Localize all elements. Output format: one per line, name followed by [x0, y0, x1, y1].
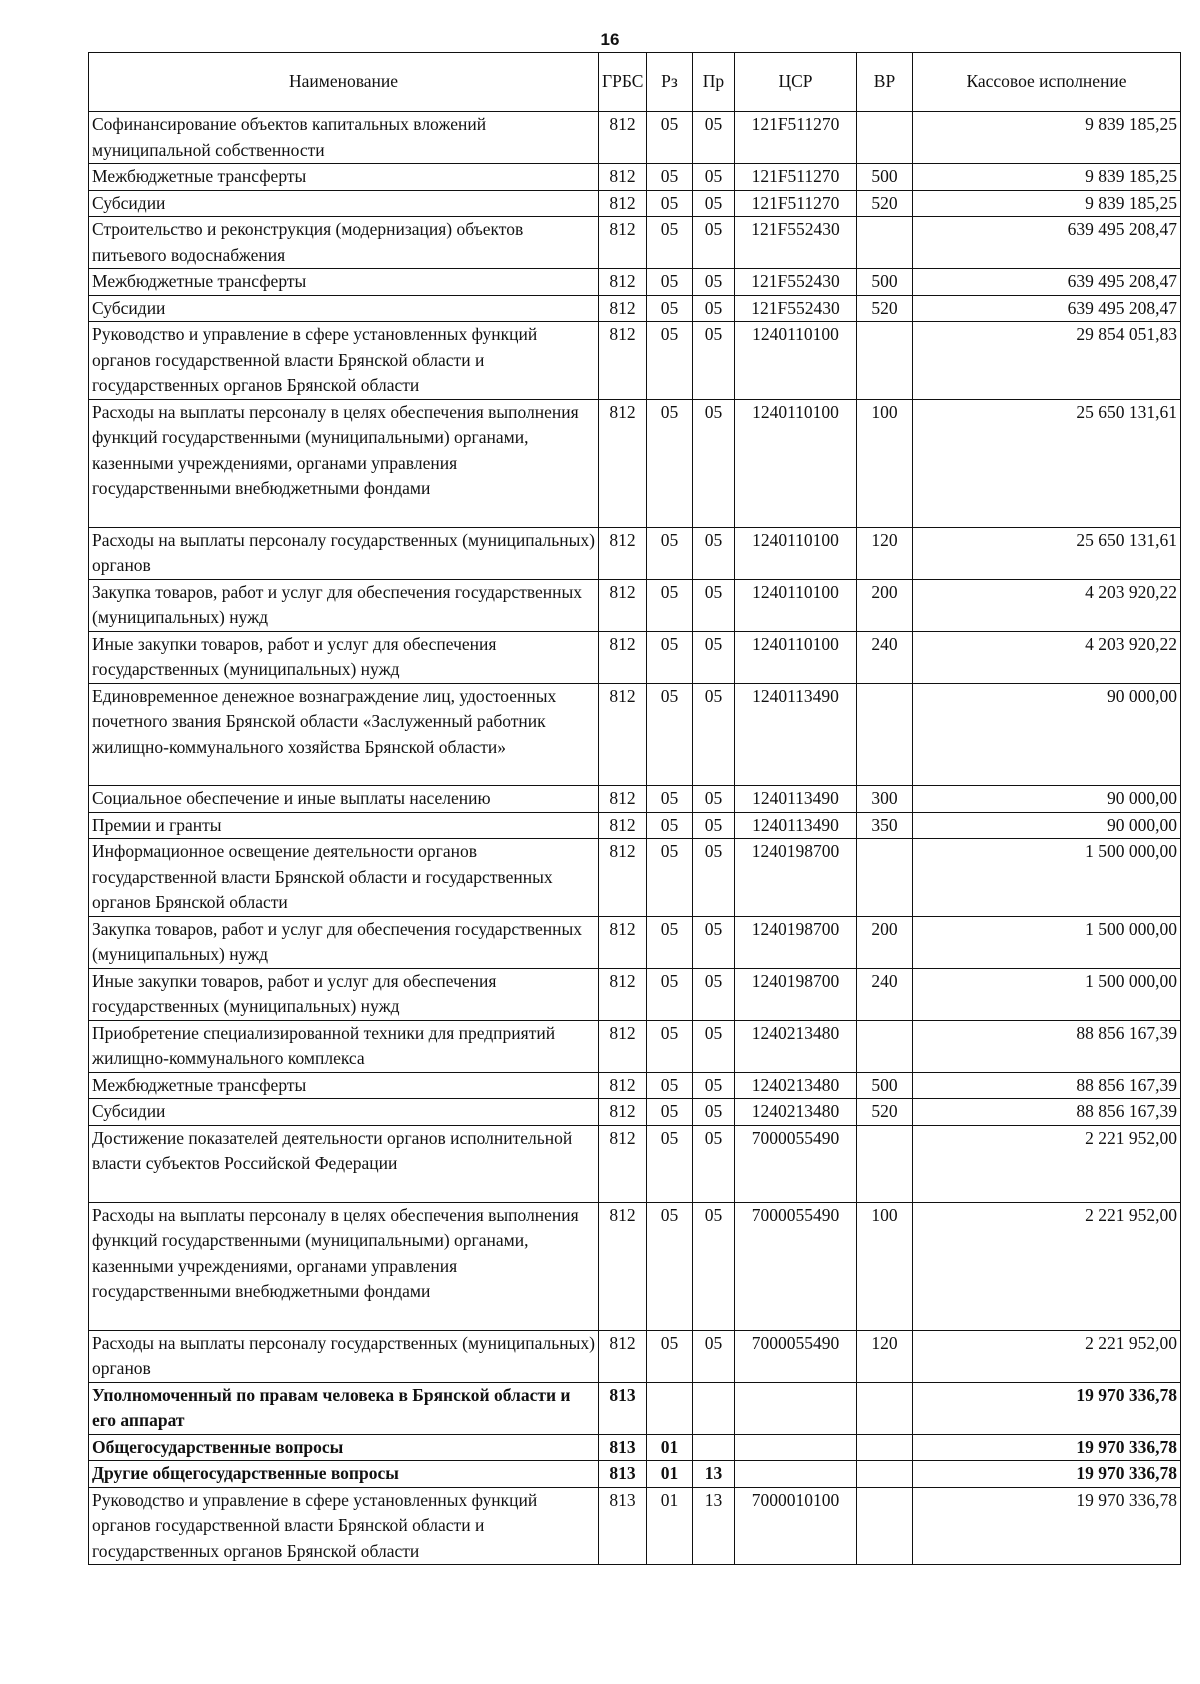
- row-name: Строительство и реконструкция (модернизация) объектов питьевого водоснабжения: [89, 217, 599, 269]
- row-rz: 05: [647, 322, 693, 400]
- row-pr: 05: [693, 112, 735, 164]
- header-rz: Рз: [647, 53, 693, 112]
- table-header-row: [89, 53, 1181, 112]
- table-row: [89, 916, 1181, 968]
- row-grbs: 812: [599, 1330, 647, 1382]
- row-name: Уполномоченный по правам человека в Брянской области и его аппарат: [89, 1382, 599, 1434]
- row-csr: 1240213480: [735, 1099, 857, 1126]
- row-csr: 7000055490: [735, 1330, 857, 1382]
- table-row: [89, 269, 1181, 296]
- row-csr: 7000055490: [735, 1125, 857, 1202]
- header-csr: ЦСР: [735, 53, 857, 112]
- row-csr: 1240198700: [735, 839, 857, 917]
- row-grbs: 812: [599, 1125, 647, 1202]
- row-rz: 05: [647, 786, 693, 813]
- table-row: [89, 295, 1181, 322]
- row-pr: 05: [693, 1125, 735, 1202]
- row-rz: 01: [647, 1434, 693, 1461]
- table-row: [89, 812, 1181, 839]
- table-row: [89, 683, 1181, 786]
- row-pr: 05: [693, 1330, 735, 1382]
- row-pr: 05: [693, 839, 735, 917]
- row-amount: 88 856 167,39: [913, 1099, 1181, 1126]
- row-name: Руководство и управление в сфере установленных функций органов государственной власти Брянской области и государственных органов Брянской области: [89, 1487, 599, 1565]
- row-name: Субсидии: [89, 1099, 599, 1126]
- row-rz: 05: [647, 1202, 693, 1330]
- table-row: [89, 631, 1181, 683]
- row-name: Премии и гранты: [89, 812, 599, 839]
- header-name: Наименование: [89, 53, 599, 112]
- header-pr: Пр: [693, 53, 735, 112]
- table-row: [89, 786, 1181, 813]
- row-amount: 25 650 131,61: [913, 399, 1181, 527]
- row-vr: 100: [857, 1202, 913, 1330]
- row-rz: 05: [647, 631, 693, 683]
- row-rz: 05: [647, 579, 693, 631]
- row-pr: 05: [693, 527, 735, 579]
- row-csr: 7000055490: [735, 1202, 857, 1330]
- row-vr: 520: [857, 295, 913, 322]
- row-amount: 19 970 336,78: [913, 1434, 1181, 1461]
- row-name: Закупка товаров, работ и услуг для обеспечения государственных (муниципальных) нужд: [89, 579, 599, 631]
- row-grbs: 812: [599, 112, 647, 164]
- row-grbs: 812: [599, 1072, 647, 1099]
- row-vr: 300: [857, 786, 913, 813]
- header-vr: ВР: [857, 53, 913, 112]
- table-row: [89, 1330, 1181, 1382]
- row-csr: 121F511270: [735, 112, 857, 164]
- row-csr: 121F552430: [735, 295, 857, 322]
- row-grbs: 812: [599, 839, 647, 917]
- row-name: Иные закупки товаров, работ и услуг для обеспечения государственных (муниципальных) нужд: [89, 631, 599, 683]
- row-vr: [857, 1382, 913, 1434]
- table-row: [89, 968, 1181, 1020]
- budget-execution-table: [88, 52, 1181, 1565]
- header-amount: Кассовое исполнение: [913, 53, 1181, 112]
- row-grbs: 813: [599, 1434, 647, 1461]
- row-name: Достижение показателей деятельности органов исполнительной власти субъектов Российской Федерации: [89, 1125, 599, 1202]
- table-row: [89, 399, 1181, 527]
- row-grbs: 812: [599, 399, 647, 527]
- row-pr: 05: [693, 786, 735, 813]
- row-pr: 05: [693, 1099, 735, 1126]
- row-name: Расходы на выплаты персоналу в целях обеспечения выполнения функций государственными (муниципальными) органами, казенными учреждениями, органами управления государственными внебюджетными фондами: [89, 399, 599, 527]
- row-amount: 2 221 952,00: [913, 1125, 1181, 1202]
- row-pr: 05: [693, 1072, 735, 1099]
- row-amount: 1 500 000,00: [913, 968, 1181, 1020]
- row-vr: 120: [857, 527, 913, 579]
- row-rz: 01: [647, 1487, 693, 1565]
- row-pr: 13: [693, 1487, 735, 1565]
- row-pr: 05: [693, 1202, 735, 1330]
- row-name: Межбюджетные трансферты: [89, 269, 599, 296]
- row-name: Субсидии: [89, 190, 599, 217]
- row-vr: 240: [857, 631, 913, 683]
- row-rz: 01: [647, 1461, 693, 1488]
- row-vr: 500: [857, 164, 913, 191]
- row-csr: 121F511270: [735, 190, 857, 217]
- row-amount: 90 000,00: [913, 812, 1181, 839]
- row-vr: [857, 1020, 913, 1072]
- row-amount: 19 970 336,78: [913, 1382, 1181, 1434]
- table-row: [89, 1202, 1181, 1330]
- row-vr: [857, 1125, 913, 1202]
- table-row: [89, 1382, 1181, 1434]
- table-row: [89, 1020, 1181, 1072]
- row-csr: 1240213480: [735, 1072, 857, 1099]
- row-grbs: 812: [599, 1099, 647, 1126]
- row-csr: 1240213480: [735, 1020, 857, 1072]
- row-pr: 05: [693, 812, 735, 839]
- table-row: [89, 322, 1181, 400]
- table-row: [89, 164, 1181, 191]
- row-csr: 1240198700: [735, 968, 857, 1020]
- table-row: [89, 217, 1181, 269]
- row-grbs: 813: [599, 1487, 647, 1565]
- row-csr: 1240110100: [735, 399, 857, 527]
- row-vr: 100: [857, 399, 913, 527]
- row-grbs: 812: [599, 295, 647, 322]
- table-row: [89, 839, 1181, 917]
- row-name: Закупка товаров, работ и услуг для обеспечения государственных (муниципальных) нужд: [89, 916, 599, 968]
- row-amount: 88 856 167,39: [913, 1072, 1181, 1099]
- row-name: Приобретение специализированной техники для предприятий жилищно-коммунального комплекса: [89, 1020, 599, 1072]
- row-csr: 1240110100: [735, 579, 857, 631]
- row-amount: 639 495 208,47: [913, 269, 1181, 296]
- row-grbs: 813: [599, 1461, 647, 1488]
- row-amount: 4 203 920,22: [913, 631, 1181, 683]
- row-pr: 13: [693, 1461, 735, 1488]
- page-number: 16: [600, 30, 620, 49]
- row-csr: 121F552430: [735, 269, 857, 296]
- row-grbs: 812: [599, 164, 647, 191]
- row-grbs: 812: [599, 786, 647, 813]
- row-rz: 05: [647, 269, 693, 296]
- row-name: Межбюджетные трансферты: [89, 1072, 599, 1099]
- row-grbs: 812: [599, 1202, 647, 1330]
- row-vr: [857, 1487, 913, 1565]
- row-pr: 05: [693, 631, 735, 683]
- row-name: Другие общегосударственные вопросы: [89, 1461, 599, 1488]
- row-pr: 05: [693, 1020, 735, 1072]
- row-pr: 05: [693, 968, 735, 1020]
- row-csr: [735, 1461, 857, 1488]
- row-rz: 05: [647, 112, 693, 164]
- row-pr: [693, 1434, 735, 1461]
- row-rz: 05: [647, 1072, 693, 1099]
- row-name: Социальное обеспечение и иные выплаты населению: [89, 786, 599, 813]
- row-rz: 05: [647, 916, 693, 968]
- row-grbs: 812: [599, 812, 647, 839]
- row-csr: 1240113490: [735, 812, 857, 839]
- row-rz: 05: [647, 968, 693, 1020]
- table-row: [89, 112, 1181, 164]
- row-name: Межбюджетные трансферты: [89, 164, 599, 191]
- row-grbs: 812: [599, 269, 647, 296]
- row-amount: 1 500 000,00: [913, 839, 1181, 917]
- row-name: Иные закупки товаров, работ и услуг для обеспечения государственных (муниципальных) нужд: [89, 968, 599, 1020]
- table-row: [89, 190, 1181, 217]
- row-vr: [857, 217, 913, 269]
- row-amount: 9 839 185,25: [913, 164, 1181, 191]
- row-grbs: 812: [599, 631, 647, 683]
- row-csr: 121F552430: [735, 217, 857, 269]
- row-csr: 1240110100: [735, 527, 857, 579]
- row-vr: [857, 1434, 913, 1461]
- row-name: Расходы на выплаты персоналу государственных (муниципальных) органов: [89, 527, 599, 579]
- row-grbs: 812: [599, 968, 647, 1020]
- row-grbs: 812: [599, 916, 647, 968]
- row-rz: 05: [647, 164, 693, 191]
- row-vr: 200: [857, 916, 913, 968]
- row-csr: 121F511270: [735, 164, 857, 191]
- table-row: [89, 1461, 1181, 1488]
- row-rz: 05: [647, 1330, 693, 1382]
- header-grbs: ГРБС: [599, 53, 647, 112]
- row-amount: 25 650 131,61: [913, 527, 1181, 579]
- row-name: Субсидии: [89, 295, 599, 322]
- row-grbs: 812: [599, 527, 647, 579]
- row-name: Расходы на выплаты персоналу в целях обеспечения выполнения функций государственными (муниципальными) органами, казенными учреждениями, органами управления государственными внебюджетными фондами: [89, 1202, 599, 1330]
- row-vr: 520: [857, 1099, 913, 1126]
- row-amount: 29 854 051,83: [913, 322, 1181, 400]
- row-csr: [735, 1382, 857, 1434]
- row-vr: 500: [857, 1072, 913, 1099]
- row-grbs: 813: [599, 1382, 647, 1434]
- row-rz: 05: [647, 295, 693, 322]
- row-grbs: 812: [599, 579, 647, 631]
- row-amount: 9 839 185,25: [913, 190, 1181, 217]
- row-pr: 05: [693, 579, 735, 631]
- row-csr: 1240110100: [735, 631, 857, 683]
- row-amount: 19 970 336,78: [913, 1461, 1181, 1488]
- row-vr: [857, 112, 913, 164]
- row-grbs: 812: [599, 1020, 647, 1072]
- row-grbs: 812: [599, 683, 647, 786]
- row-rz: 05: [647, 812, 693, 839]
- row-vr: 350: [857, 812, 913, 839]
- row-amount: 4 203 920,22: [913, 579, 1181, 631]
- row-amount: 639 495 208,47: [913, 217, 1181, 269]
- row-vr: 240: [857, 968, 913, 1020]
- row-grbs: 812: [599, 190, 647, 217]
- table-row: [89, 579, 1181, 631]
- row-rz: 05: [647, 1099, 693, 1126]
- row-vr: 500: [857, 269, 913, 296]
- row-vr: 520: [857, 190, 913, 217]
- row-pr: 05: [693, 683, 735, 786]
- row-vr: [857, 322, 913, 400]
- row-grbs: 812: [599, 322, 647, 400]
- row-amount: 2 221 952,00: [913, 1330, 1181, 1382]
- table-row: [89, 1434, 1181, 1461]
- row-csr: [735, 1434, 857, 1461]
- row-rz: 05: [647, 1020, 693, 1072]
- row-pr: 05: [693, 190, 735, 217]
- row-name: Софинансирование объектов капитальных вложений муниципальной собственности: [89, 112, 599, 164]
- row-rz: 05: [647, 839, 693, 917]
- row-pr: 05: [693, 217, 735, 269]
- table-row: [89, 527, 1181, 579]
- row-amount: 2 221 952,00: [913, 1202, 1181, 1330]
- row-amount: 639 495 208,47: [913, 295, 1181, 322]
- row-pr: 05: [693, 164, 735, 191]
- row-pr: 05: [693, 322, 735, 400]
- row-name: Общегосударственные вопросы: [89, 1434, 599, 1461]
- row-grbs: 812: [599, 217, 647, 269]
- table-row: [89, 1099, 1181, 1126]
- row-vr: [857, 1461, 913, 1488]
- row-rz: 05: [647, 527, 693, 579]
- row-name: Единовременное денежное вознаграждение лиц, удостоенных почетного звания Брянской области «Заслуженный работник жилищно-коммунального хозяйства Брянской области»: [89, 683, 599, 786]
- row-rz: 05: [647, 399, 693, 527]
- row-amount: 9 839 185,25: [913, 112, 1181, 164]
- row-rz: 05: [647, 683, 693, 786]
- row-rz: 05: [647, 190, 693, 217]
- table-row: [89, 1487, 1181, 1565]
- row-pr: [693, 1382, 735, 1434]
- row-vr: 120: [857, 1330, 913, 1382]
- row-amount: 90 000,00: [913, 683, 1181, 786]
- row-name: Руководство и управление в сфере установленных функций органов государственной власти Брянской области и государственных органов Брянской области: [89, 322, 599, 400]
- row-rz: 05: [647, 217, 693, 269]
- row-vr: [857, 839, 913, 917]
- row-csr: 1240113490: [735, 786, 857, 813]
- row-pr: 05: [693, 916, 735, 968]
- row-pr: 05: [693, 399, 735, 527]
- row-csr: 7000010100: [735, 1487, 857, 1565]
- row-vr: [857, 683, 913, 786]
- row-amount: 88 856 167,39: [913, 1020, 1181, 1072]
- row-vr: 200: [857, 579, 913, 631]
- row-amount: 1 500 000,00: [913, 916, 1181, 968]
- row-amount: 19 970 336,78: [913, 1487, 1181, 1565]
- row-pr: 05: [693, 269, 735, 296]
- table-row: [89, 1125, 1181, 1202]
- row-csr: 1240198700: [735, 916, 857, 968]
- table-row: [89, 1072, 1181, 1099]
- row-pr: 05: [693, 295, 735, 322]
- row-rz: 05: [647, 1125, 693, 1202]
- row-amount: 90 000,00: [913, 786, 1181, 813]
- row-csr: 1240110100: [735, 322, 857, 400]
- row-name: Информационное освещение деятельности органов государственной власти Брянской области и государственных органов Брянской области: [89, 839, 599, 917]
- row-name: Расходы на выплаты персоналу государственных (муниципальных) органов: [89, 1330, 599, 1382]
- row-rz: [647, 1382, 693, 1434]
- row-csr: 1240113490: [735, 683, 857, 786]
